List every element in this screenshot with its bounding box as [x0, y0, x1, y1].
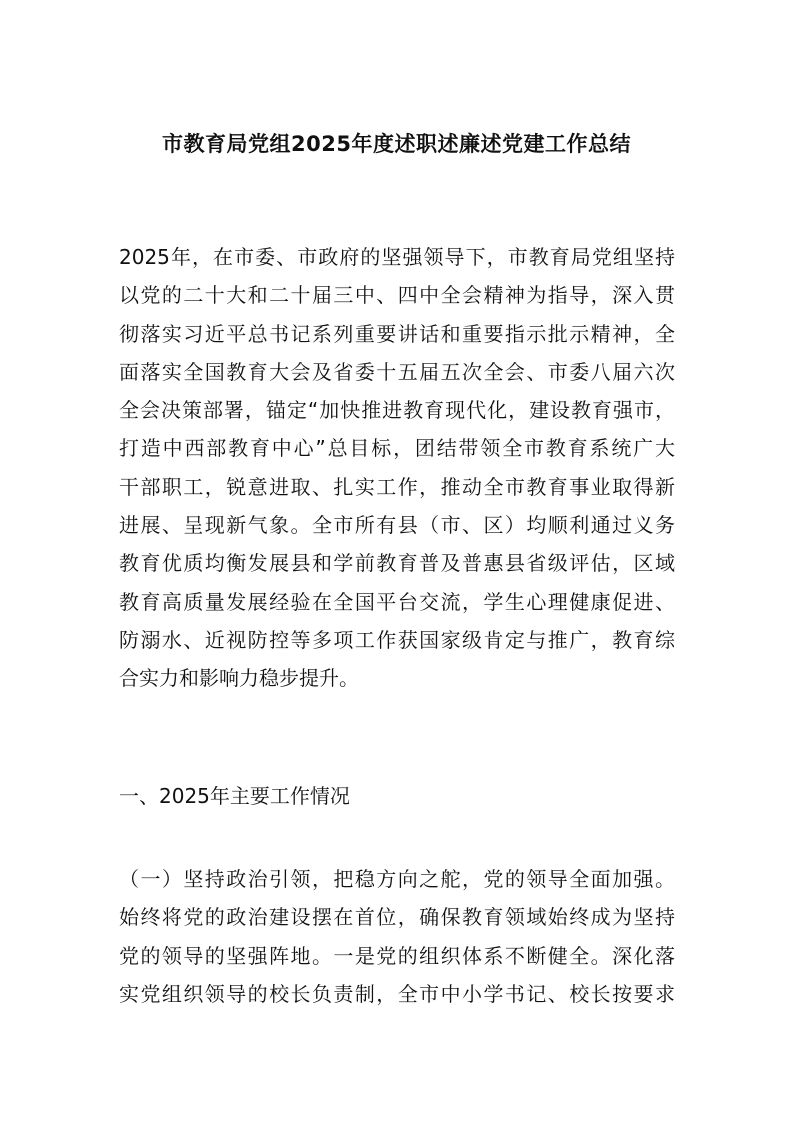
paragraph-line: 2025年，在市委、市政府的坚强领导下，市教育局党组坚持 — [119, 245, 675, 269]
document-title: 市教育局党组2025年度述职述廉述党建工作总结 — [162, 132, 631, 156]
section-heading: 一、2025年主要工作情况 — [119, 784, 350, 808]
paragraph-line: 实党组织领导的校长负责制，全市中小学书记、校长按要求 — [119, 981, 675, 1006]
paragraph-line: （一）坚持政治引领，把稳方向之舵，党的领导全面加强。 — [119, 867, 675, 891]
paragraph-line: 进展、呈现新气象。全市所有县（市、区）均顺利通过义务 — [119, 513, 675, 538]
paragraph-line: 干部职工，锐意进取、扎实工作，推动全市教育事业取得新 — [119, 474, 675, 499]
paragraph-line: 合实力和影响力稳步提升。 — [119, 666, 359, 691]
paragraph-line: 防溺水、近视防控等多项工作获国家级肯定与推广，教育综 — [119, 627, 675, 652]
paragraph-line: 彻落实习近平总书记系列重要讲话和重要指示批示精神，全 — [119, 321, 675, 346]
paragraph-line: 党的领导的坚强阵地。一是党的组织体系不断健全。深化落 — [119, 943, 675, 968]
paragraph-line: 教育优质均衡发展县和学前教育普及普惠县省级评估，区域 — [119, 551, 675, 576]
section-paragraph — [119, 860, 675, 1013]
paragraph-line: 全会决策部署，锚定“加快推进教育现代化，建设教育强市， — [119, 398, 675, 423]
paragraph-line: 教育高质量发展经验在全国平台交流，学生心理健康促进、 — [119, 589, 675, 614]
intro-paragraph — [119, 238, 675, 698]
paragraph-line: 以党的二十大和二十届三中、四中全会精神为指导，深入贯 — [119, 283, 675, 308]
paragraph-line: 打造中西部教育中心”总目标，团结带领全市教育系统广大 — [119, 436, 675, 461]
paragraph-line: 面落实全国教育大会及省委十五届五次全会、市委八届六次 — [119, 359, 675, 384]
paragraph-line: 始终将党的政治建设摆在首位，确保教育领域始终成为坚持 — [119, 905, 675, 930]
